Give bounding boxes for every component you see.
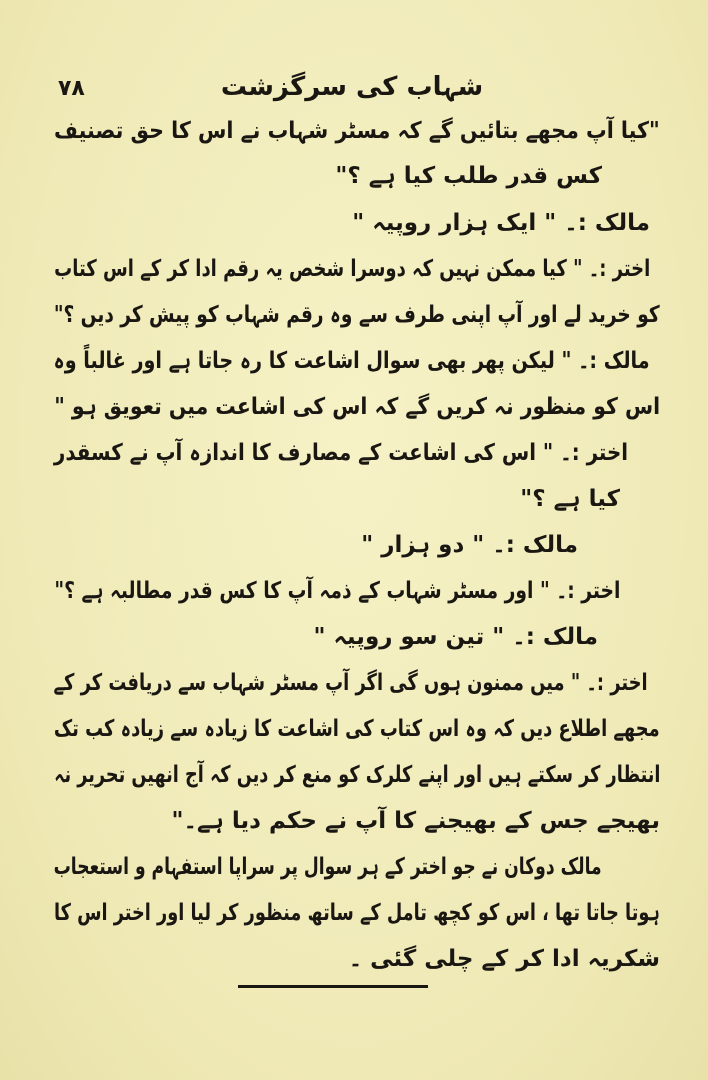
text-line: مالک :۔ " دو ہزار " xyxy=(361,532,578,558)
text-line: انتظار کر سکتے ہیں اور اپنے کلرک کو منع کر دیں کہ آج انھیں تحریر نہ xyxy=(53,762,660,788)
page-header xyxy=(58,72,646,112)
text-line: مجھے اطلاع دیں کہ وہ اس کتاب کی اشاعت کا زیادہ سے زیادہ کب تک xyxy=(54,716,660,742)
page-number: ۷۸ xyxy=(58,76,85,101)
text-line: اختر :۔ " اور مسٹر شہاب کے ذمہ آپ کا کس قدر مطالبہ ہے ؟" xyxy=(53,578,620,604)
text-line: کو خرید لے اور آپ اپنی طرف سے وہ رقم شہاب کو پیش کر دیں ؟" xyxy=(54,302,660,328)
text-line: مالک :۔ " تین سو روپیہ " xyxy=(313,624,598,650)
text-line: اختر :۔ " اس کی اشاعت کے مصارف کا اندازہ آپ نے کسقدر xyxy=(53,440,628,466)
text-line: شکریہ ادا کر کے چلی گئی ۔ xyxy=(348,946,660,972)
section-divider xyxy=(238,985,428,988)
text-line: "کیا آپ مجھے بتائیں گے کہ مسٹر شہاب نے اس کا حق تصنیف xyxy=(54,118,660,144)
text-line: کس قدر طلب کیا ہے ؟" xyxy=(335,163,602,189)
text-line: مالک :۔ " ایک ہزار روپیہ " xyxy=(352,210,650,236)
text-line: اس کو منظور نہ کریں گے کہ اس کی اشاعت میں تعویق ہو " xyxy=(54,394,660,420)
running-title: شہاب کی سرگزشت xyxy=(220,72,484,102)
text-line: اختر :۔ " کیا ممکن نہیں کہ دوسرا شخص یہ رقم ادا کر کے اس کتاب xyxy=(53,256,650,282)
text-line: کیا ہے ؟" xyxy=(520,486,620,512)
text-line: بھیجے جس کے بھیجنے کا آپ نے حکم دیا ہے۔" xyxy=(171,808,660,834)
text-line: ہوتا جاتا تھا ، اس کو کچھ تامل کے ساتھ منظور کر لیا اور اختر اس کا xyxy=(54,900,660,926)
text-line: مالک دوکان نے جو اختر کے ہر سوال پر سراپا استفہام و استعجاب xyxy=(53,854,602,880)
text-line: اختر :۔ " میں ممنون ہوں گی اگر آپ مسٹر شہاب سے دریافت کر کے xyxy=(53,670,648,696)
text-line: مالک :۔ " لیکن پھر بھی سوال اشاعت کا رہ جاتا ہے اور غالباً وہ xyxy=(53,348,650,374)
